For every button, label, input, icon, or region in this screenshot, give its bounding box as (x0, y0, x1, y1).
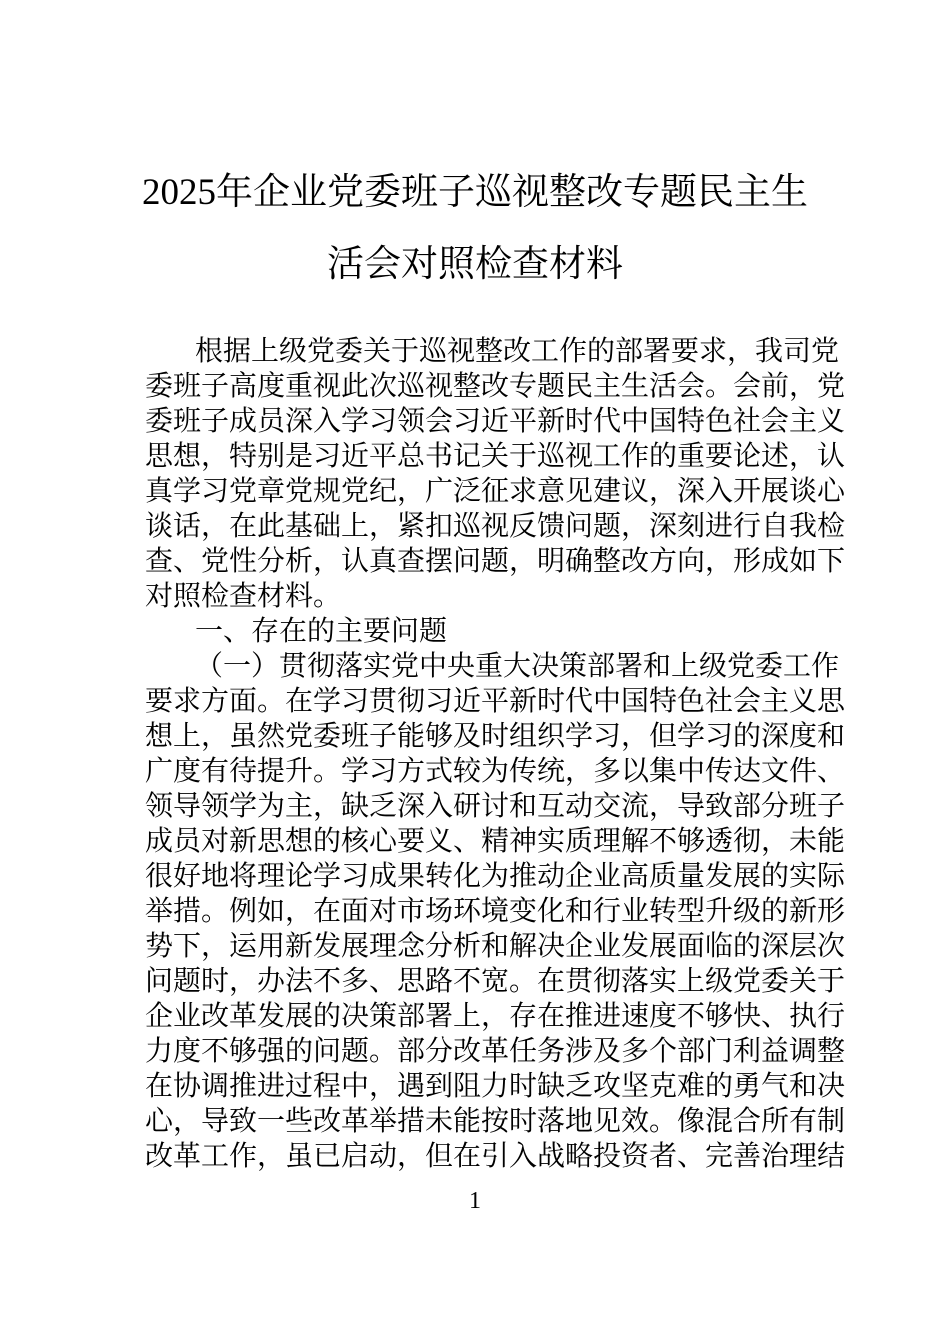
text-line: 心，导致一些改革举措未能按时落地见效。像混合所有制 (145, 1106, 846, 1137)
document-body (145, 334, 846, 1174)
text-line: 要求方面。在学习贯彻习近平新时代中国特色社会主义思 (145, 686, 846, 717)
text-line: 思想，特别是习近平总书记关于巡视工作的重要论述，认 (145, 441, 846, 472)
text-line: 广度有待提升。学习方式较为传统，多以集中传达文件、 (145, 756, 846, 787)
text-line: 举措。例如，在面对市场环境变化和行业转型升级的新形 (145, 896, 846, 927)
text-line: 力度不够强的问题。部分改革任务涉及多个部门利益调整 (145, 1036, 846, 1067)
text-line: 问题时，办法不多、思路不宽。在贯彻落实上级党委关于 (145, 966, 846, 997)
text-line: 委班子成员深入学习领会习近平新时代中国特色社会主义 (145, 406, 846, 437)
text-line: 对照检查材料。 (145, 581, 342, 612)
text-line: 领导领学为主，缺乏深入研讨和互动交流，导致部分班子 (145, 791, 846, 822)
text-line: 谈话，在此基础上，紧扣巡视反馈问题，深刻进行自我检 (145, 511, 846, 542)
document-title-line-1: 2025年企业党委班子巡视整改专题民主生 (142, 172, 808, 213)
text-line: 在协调推进过程中，遇到阻力时缺乏攻坚克难的勇气和决 (145, 1071, 846, 1102)
text-line: 一、存在的主要问题 (195, 616, 448, 647)
text-line: 真学习党章党规党纪，广泛征求意见建议，深入开展谈心 (145, 476, 846, 507)
text-line: 委班子高度重视此次巡视整改专题民主生活会。会前，党 (145, 371, 846, 402)
section-heading (145, 614, 805, 649)
text-line: 成员对新思想的核心要义、精神实质理解不够透彻，未能 (145, 826, 846, 857)
paragraph (145, 649, 846, 1174)
text-line: 改革工作，虽已启动，但在引入战略投资者、完善治理结 (145, 1141, 846, 1172)
text-line: 很好地将理论学习成果转化为推动企业高质量发展的实际 (145, 861, 846, 892)
document-title-line-2: 活会对照检查材料 (327, 244, 623, 285)
page-number: 1 (469, 1188, 481, 1214)
text-line: 查、党性分析，认真查摆问题，明确整改方向，形成如下 (145, 546, 846, 577)
text-line: 根据上级党委关于巡视整改工作的部署要求，我司党 (195, 336, 840, 367)
text-line: 企业改革发展的决策部署上，存在推进速度不够快、执行 (145, 1001, 846, 1032)
text-line: 想上，虽然党委班子能够及时组织学习，但学习的深度和 (145, 721, 846, 752)
text-line: 势下，运用新发展理念分析和解决企业发展面临的深层次 (145, 931, 846, 962)
paragraph (145, 334, 846, 614)
text-line: （一）贯彻落实党中央重大决策部署和上级党委工作 (195, 651, 840, 682)
